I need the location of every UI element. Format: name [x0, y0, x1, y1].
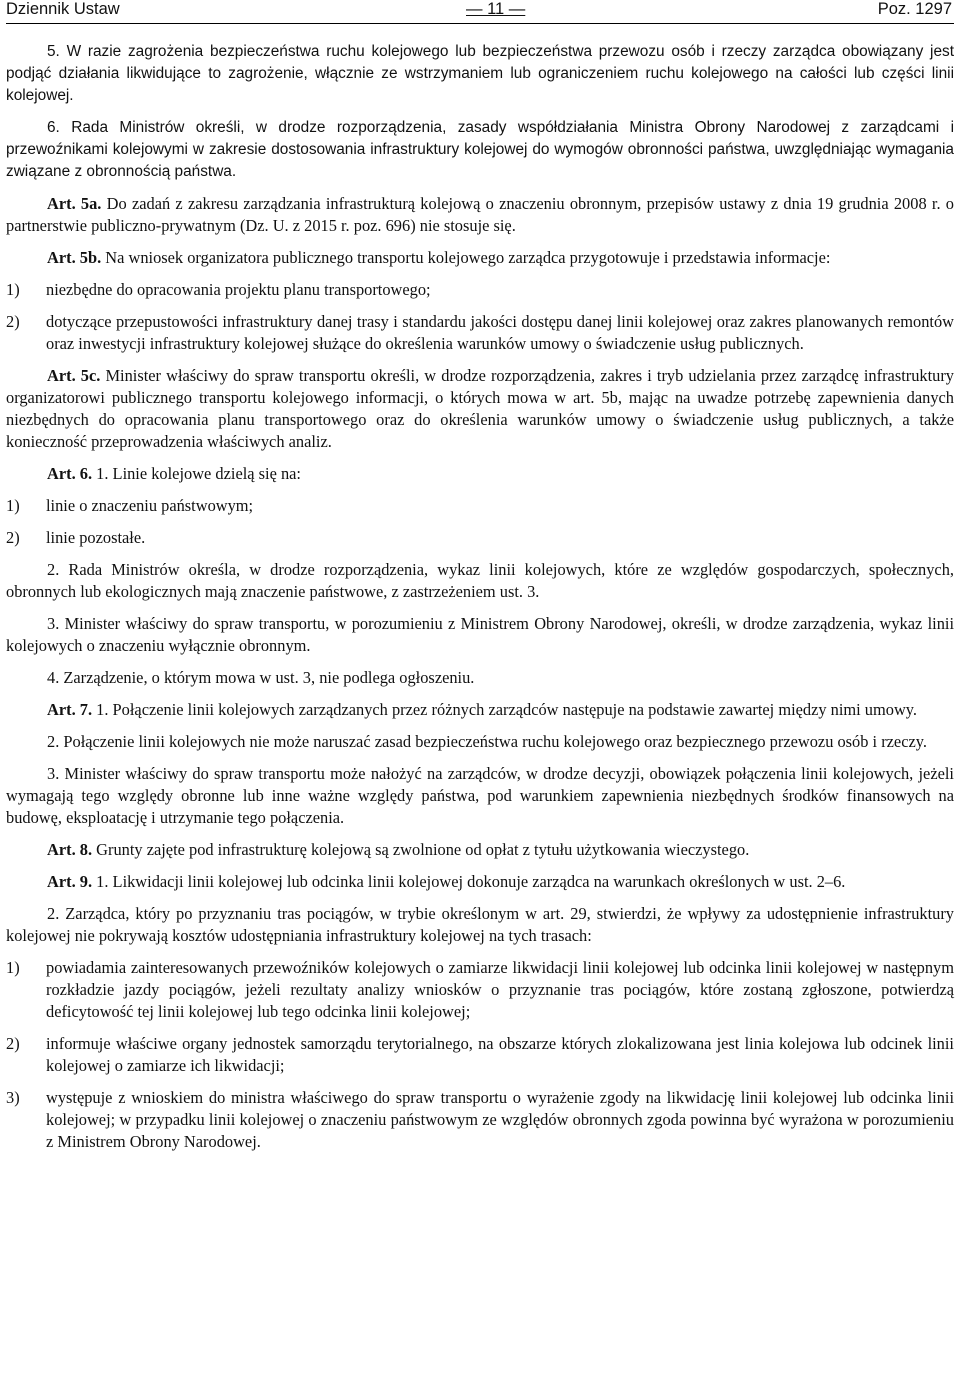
article-9-label: Art. 9.	[47, 872, 93, 891]
list-item-text: linie o znaczeniu państwowym;	[46, 496, 254, 515]
paragraph-5: 5. W razie zagrożenia bezpieczeństwa ruchu kolejowego lub bezpieczeństwa przewozu osób i rzeczy zarządca obowiązany jest podjąć działania likwidujące to zagrożenie, włącznie ze wstrzymaniem lub ograniczeniem ruchu kolejowego na całości lub części linii kolejowej.	[6, 43, 954, 104]
article-9	[6, 871, 954, 893]
list-item	[6, 1087, 954, 1153]
page-header	[6, 0, 954, 22]
header-rule	[6, 23, 954, 24]
position-number: Poz. 1297	[877, 0, 952, 18]
article-8-text: Grunty zajęte pod infrastrukturę kolejową są zwolnione od opłat z tytułu użytkowania wieczystego.	[92, 840, 750, 859]
list-item	[6, 1033, 954, 1077]
list-item-number: 1)	[6, 496, 20, 515]
paragraph-6: 6. Rada Ministrów określi, w drodze rozporządzenia, zasady współdziałania Ministra Obrony Narodowej z zarządcami i przewoźnikami kolejowymi w zakresie dostosowania infrastruktury kolejowej do wymogów obronności państwa, uwzględniając wymagania związane z obronnością państwa.	[6, 119, 954, 180]
list-item	[6, 527, 954, 549]
article-6-text: 1. Linie kolejowe dzielą się na:	[92, 464, 301, 483]
list-item	[6, 311, 954, 355]
list-item-number: 1)	[6, 280, 20, 299]
list-item	[6, 279, 954, 301]
article-5c-label: Art. 5c.	[47, 366, 101, 385]
article-8	[6, 839, 954, 861]
list-item-number: 2)	[6, 312, 20, 331]
list-item	[6, 957, 954, 1023]
list-item-number: 1)	[6, 958, 20, 977]
page-number: — 11 —	[466, 0, 526, 18]
article-9-text: 1. Likwidacji linii kolejowej lub odcinka linii kolejowej dokonuje zarządca na warunkach określonych w ust. 2–6.	[92, 872, 846, 891]
article-5b-label: Art. 5b.	[47, 248, 102, 267]
article-5b	[6, 247, 954, 269]
document-body	[6, 41, 954, 1153]
article-6	[6, 463, 954, 485]
article-6-paragraph-3: 3. Minister właściwy do spraw transportu, w porozumieniu z Ministrem Obrony Narodowej, określi, w drodze zarządzenia, wykaz linii kolejowych o znaczeniu wyłącznie obronnym.	[6, 614, 954, 655]
article-7	[6, 699, 954, 721]
article-5a-label: Art. 5a.	[47, 194, 102, 213]
article-8-label: Art. 8.	[47, 840, 93, 859]
article-7-text: 1. Połączenie linii kolejowych zarządzanych przez różnych zarządców następuje na podstawie zawartej między nimi umowy.	[92, 700, 918, 719]
journal-title: Dziennik Ustaw	[6, 0, 120, 18]
list-item-text: informuje właściwe organy jednostek samorządu terytorialnego, na obszarze których zlokalizowana jest linia kolejowa lub odcinek linii kolejowej o zamiarze ich likwidacji;	[46, 1034, 954, 1075]
article-5c	[6, 365, 954, 453]
list-item-number: 3)	[6, 1088, 20, 1107]
article-7-paragraph-2: 2. Połączenie linii kolejowych nie może naruszać zasad bezpieczeństwa ruchu kolejowego oraz bezpiecznego przewozu osób i rzeczy.	[47, 732, 927, 751]
article-9-paragraph-2: 2. Zarządca, który po przyznaniu tras pociągów, w trybie określonym w art. 29, stwierdzi, że wpływy za udostępnienie infrastruktury kolejowej nie pokrywają kosztów udostępniania infrastruktury kolejowej na tych trasach:	[6, 904, 954, 945]
article-7-paragraph-3: 3. Minister właściwy do spraw transportu może nałożyć na zarządców, w drodze decyzji, obowiązek połączenia linii kolejowych, jeżeli wymagają tego względy obronne lub inne ważne względy państwa, pod warunkiem zapewnienia niezbędnych środków finansowych na budowę, eksploatację i utrzymanie tego połączenia.	[6, 764, 954, 827]
article-6-paragraph-2: 2. Rada Ministrów określa, w drodze rozporządzenia, wykaz linii kolejowych, które ze względów gospodarczych, społecznych, obronnych lub ekologicznych mają znaczenie państwowe, z zastrzeżeniem ust. 3.	[6, 560, 954, 601]
list-item-number: 2)	[6, 1034, 20, 1053]
list-item	[6, 495, 954, 517]
list-item-text: występuje z wnioskiem do ministra właściwego do spraw transportu o wyrażenie zgody na likwidację linii kolejowej lub odcinka linii kolejowej; w przypadku linii kolejowej o znaczeniu państwowym ze względów obronnych zgoda powinna być wyrażona w porozumieniu z Ministrem Obrony Narodowej.	[46, 1088, 954, 1151]
list-item-text: linie pozostałe.	[46, 528, 146, 547]
article-6-label: Art. 6.	[47, 464, 93, 483]
list-item-text: niezbędne do opracowania projektu planu transportowego;	[46, 280, 431, 299]
list-item-text: powiadamia zainteresowanych przewoźników kolejowych o zamiarze likwidacji linii kolejowej lub odcinka linii kolejowej w następnym rozkładzie jazdy pociągów, jeżeli rezultaty analizy wniosków o przyznanie tras pociągów, które zostaną zgłoszone, potwierdzą deficytowość tej linii kolejowej lub tego odcinka linii kolejowej;	[46, 958, 954, 1021]
list-item-text: dotyczące przepustowości infrastruktury danej trasy i standardu jakości dostępu danej linii kolejowej oraz zakres planowanych remontów oraz inwestycji infrastruktury kolejowej służące do określenia warunków umowy o świadczenie usług publicznych.	[46, 312, 954, 353]
article-5c-text: Minister właściwy do spraw transportu określi, w drodze rozporządzenia, zakres i tryb udzielania przez zarządcę infrastruktury organizatorowi publicznego transportu kolejowego informacji, o których mowa w art. 5b, mając na uwadze potrzebę zapewnienia danych niezbędnych do opracowania planu transportowego oraz do określenia warunków umowy o świadczenie usług publicznych, a także konieczność przeprowadzenia właściwych analiz.	[6, 366, 954, 451]
article-7-label: Art. 7.	[47, 700, 93, 719]
list-item-number: 2)	[6, 528, 20, 547]
article-5a-text: Do zadań z zakresu zarządzania infrastrukturą kolejową o znaczeniu obronnym, przepisów ustawy z dnia 19 grudnia 2008 r. o partnerstwie publiczno-prywatnym (Dz. U. z 2015 r. poz. 696) nie stosuje się.	[6, 194, 954, 235]
article-5a	[6, 193, 954, 237]
article-6-paragraph-4: 4. Zarządzenie, o którym mowa w ust. 3, nie podlega ogłoszeniu.	[47, 668, 475, 687]
article-5b-text: Na wniosek organizatora publicznego transportu kolejowego zarządca przygotowuje i przedstawia informacje:	[101, 248, 831, 267]
